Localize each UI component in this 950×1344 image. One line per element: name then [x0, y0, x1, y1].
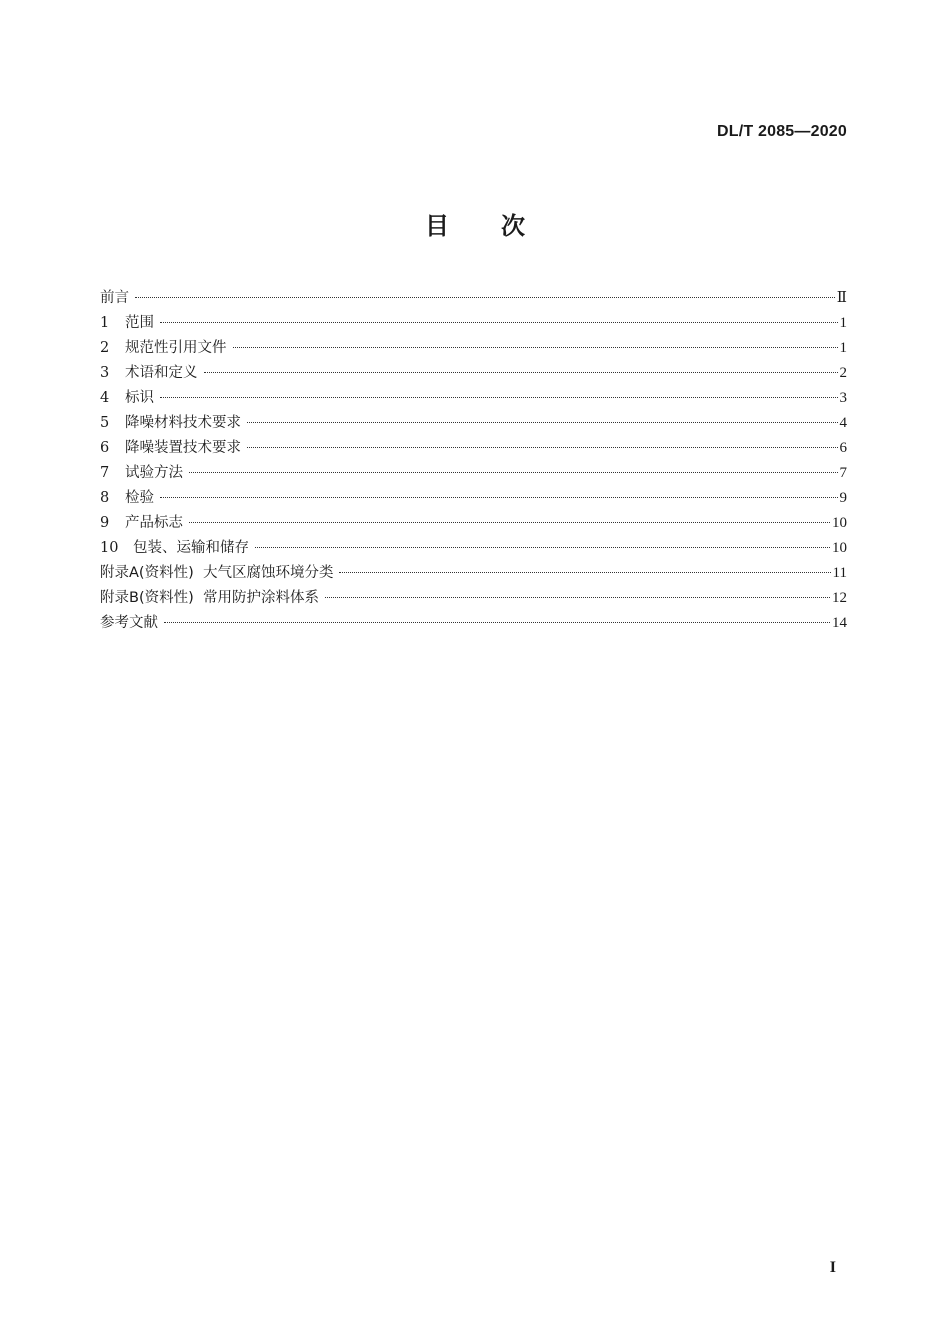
toc-leader: [189, 472, 838, 473]
toc-page: 4: [839, 415, 847, 431]
page-title-char-2: 次: [501, 212, 525, 240]
toc-entry-references[interactable]: [100, 611, 847, 636]
toc-number: 8: [100, 490, 110, 506]
toc-number: 9: [100, 515, 110, 531]
toc-page: 12: [832, 590, 847, 606]
toc-entry-8[interactable]: [100, 486, 847, 511]
toc-leader: [160, 497, 838, 498]
toc-leader: [204, 372, 838, 373]
toc-label: 范围: [125, 315, 154, 331]
toc-entry-10[interactable]: [100, 536, 847, 561]
toc-leader: [255, 547, 830, 548]
toc-label: 附录B(资料性) 常用防护涂料体系: [100, 590, 319, 606]
toc-page: 6: [839, 440, 847, 456]
toc-label: 术语和定义: [125, 365, 198, 381]
toc-number: 7: [100, 465, 110, 481]
toc-number: 10: [100, 540, 119, 556]
toc-label: 附录A(资料性) 大气区腐蚀环境分类: [100, 565, 334, 581]
toc-label: 检验: [125, 490, 154, 506]
toc-number: 4: [100, 390, 110, 406]
toc-label: 前言: [100, 290, 129, 306]
toc-label: 包装、运输和储存: [133, 540, 249, 556]
toc-page: 10: [832, 515, 847, 531]
toc-page: 1: [839, 315, 847, 331]
toc-page: 1: [839, 340, 847, 356]
toc-entry-1[interactable]: [100, 311, 847, 336]
toc-number: 3: [100, 365, 110, 381]
toc-label: 参考文献: [100, 615, 158, 631]
toc-page: 2: [839, 365, 847, 381]
toc-entry-appendix-a[interactable]: [100, 561, 847, 586]
toc-entry-5[interactable]: [100, 411, 847, 436]
toc-page: 9: [839, 490, 847, 506]
toc-leader: [325, 597, 830, 598]
toc-leader: [233, 347, 838, 348]
toc-number: 6: [100, 440, 110, 456]
page-number: I: [829, 1259, 836, 1276]
toc-page: 3: [839, 390, 847, 406]
toc-entry-2[interactable]: [100, 336, 847, 361]
toc-number: 2: [100, 340, 110, 356]
toc-leader: [189, 522, 830, 523]
toc-entry-6[interactable]: [100, 436, 847, 461]
toc-leader: [339, 572, 830, 573]
toc-leader: [135, 297, 835, 298]
toc-number: 5: [100, 415, 110, 431]
toc-leader: [247, 422, 838, 423]
standard-code: DL/T 2085—2020: [717, 123, 847, 140]
toc-page: Ⅱ: [836, 290, 847, 306]
toc-leader: [247, 447, 838, 448]
toc-page: 11: [832, 565, 847, 581]
toc-entry-foreword[interactable]: [100, 286, 847, 311]
toc-entry-9[interactable]: [100, 511, 847, 536]
toc-label: 试验方法: [125, 465, 183, 481]
page-title-char-1: 目: [425, 212, 449, 240]
toc-page: 7: [839, 465, 847, 481]
toc-label: 降噪装置技术要求: [125, 440, 241, 456]
toc-entry-4[interactable]: [100, 386, 847, 411]
toc-page: 10: [832, 540, 847, 556]
toc-leader: [160, 397, 838, 398]
toc-label: 规范性引用文件: [125, 340, 227, 356]
toc-label: 降噪材料技术要求: [125, 415, 241, 431]
page-title: [0, 206, 950, 241]
toc-number: 1: [100, 315, 110, 331]
toc-label: 标识: [125, 390, 154, 406]
toc-entry-3[interactable]: [100, 361, 847, 386]
toc-leader: [164, 622, 830, 623]
toc-page: 14: [832, 615, 847, 631]
toc-entry-7[interactable]: [100, 461, 847, 486]
toc-entry-appendix-b[interactable]: [100, 586, 847, 611]
toc-label: 产品标志: [125, 515, 183, 531]
table-of-contents: [100, 286, 847, 636]
toc-leader: [160, 322, 838, 323]
